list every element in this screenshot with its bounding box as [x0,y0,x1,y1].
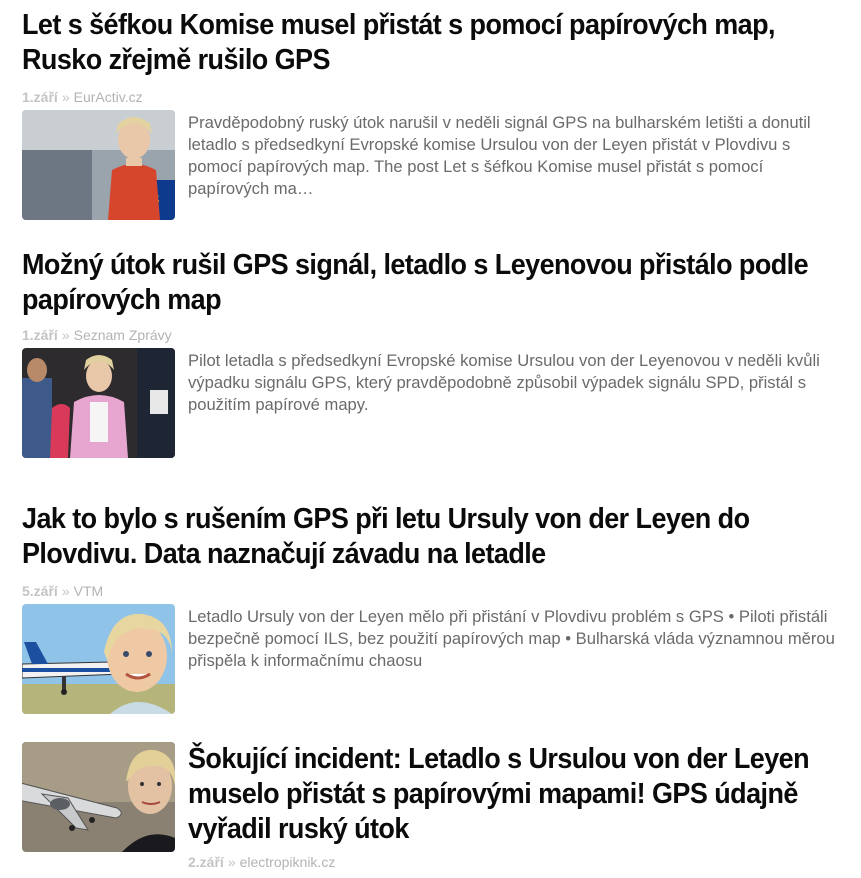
article-headline-link[interactable]: Šokující incident: Letadlo s Ursulou von der Leyen muselo přistát s papírovými mapami! GPS údajně vyřadil ruský útok [188,743,809,845]
article-meta [22,582,842,600]
article-thumbnail[interactable] [22,604,175,714]
article-source: Seznam Zprávy [73,327,172,343]
article-meta [22,326,842,344]
article-2 [22,248,842,458]
article-1 [22,8,842,220]
article-thumbnail[interactable] [22,348,175,458]
article-thumbnail[interactable] [22,742,175,852]
article-date: 1.září [22,89,58,105]
article-source: EurActiv.cz [73,89,143,105]
meta-separator: » [61,583,70,599]
article-3 [22,502,842,714]
article-excerpt: Pilot letadla s předsedkyní Evropské komise Ursulou von der Leyenovou v neděli kvůli výpadku signálu GPS, který pravděpodobně způsobil výpadek signálu SPD, přistál s použitím papírové mapy. [188,351,820,414]
article-meta [188,853,848,871]
article-date: 5.září [22,583,58,599]
article-meta [22,88,842,106]
article-headline-link[interactable]: Jak to bylo s rušením GPS při letu Ursuly von der Leyen do Plovdivu. Data naznačují závadu na letadle [22,503,750,570]
meta-separator: » [61,89,70,105]
article-date: 1.září [22,327,58,343]
article-headline-link[interactable]: Možný útok rušil GPS signál, letadlo s Leyenovou přistálo podle papírových map [22,249,809,316]
meta-separator: » [61,327,70,343]
article-excerpt: Letadlo Ursuly von der Leyen mělo při přistání v Plovdivu problém s GPS • Piloti přistáli bezpečně pomocí ILS, bez použití papírových map • Bulharská vláda významnou měrou přispěla k informačnímu chaosu [188,607,835,670]
article-date: 2.září [188,854,224,870]
meta-separator: » [227,854,236,870]
article-source: electropiknik.cz [239,854,336,870]
article-source: VTM [73,583,104,599]
article-headline-link[interactable]: Let s šéfkou Komise musel přistát s pomocí papírových map, Rusko zřejmě rušilo GPS [22,9,775,76]
article-thumbnail[interactable] [22,110,175,220]
article-excerpt: Pravděpodobný ruský útok narušil v neděli signál GPS na bulharském letišti a donutil letadlo s předsedkyní Evropské komise Ursulou von der Leyen přistát v Plovdivu s pomocí papírových map. The post Let s šéfkou Komise musel přistát s pomocí papírových ma… [188,113,811,198]
